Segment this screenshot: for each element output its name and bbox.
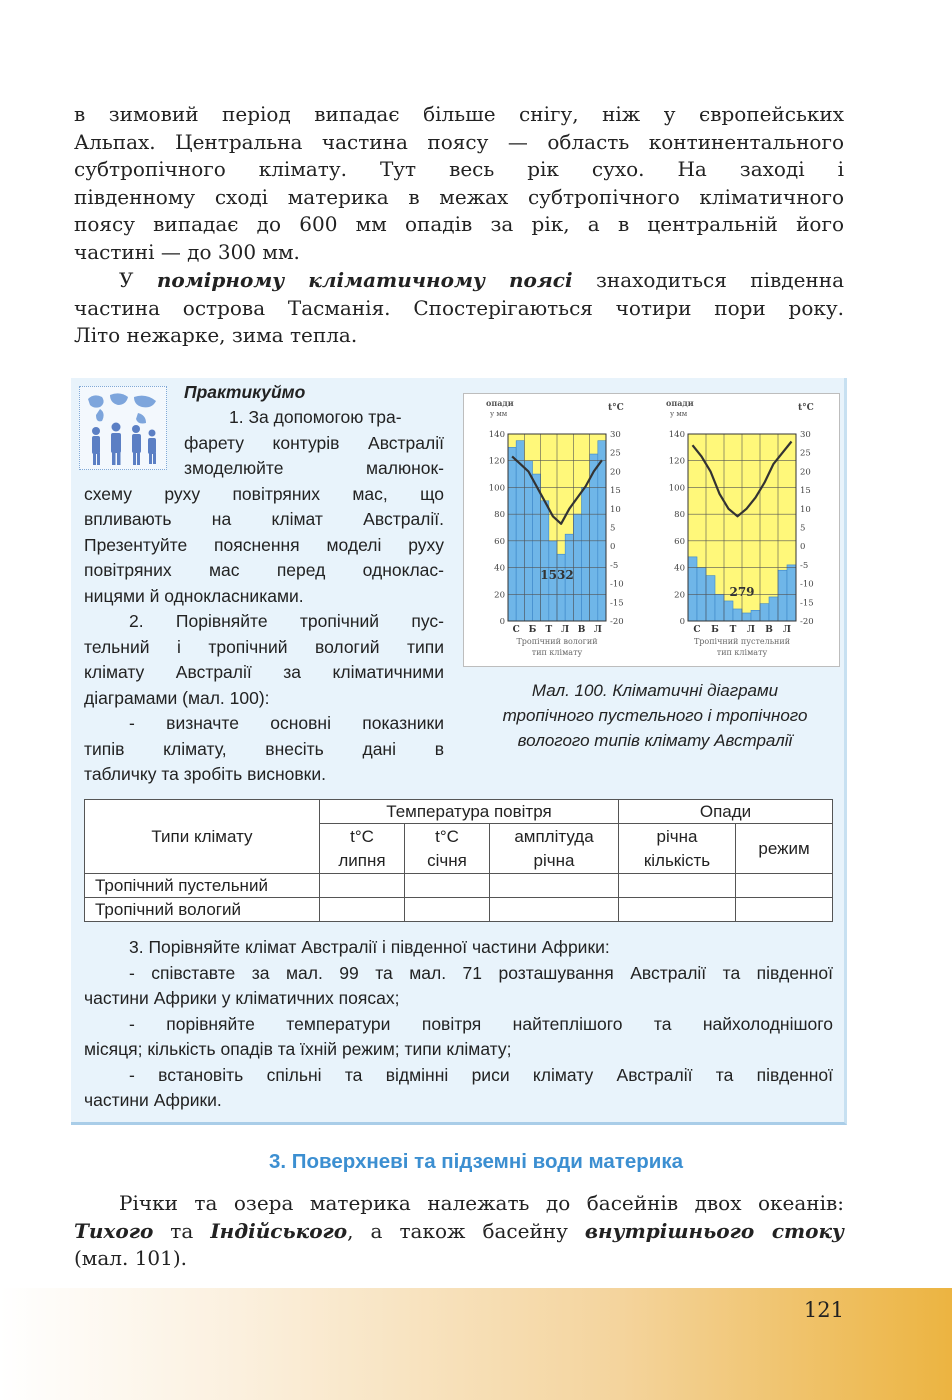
task-line: повітряних мас перед одноклас- — [84, 560, 444, 580]
header-regime: режим — [736, 824, 833, 874]
table-cell[interactable] — [320, 898, 405, 922]
task-line: - визначте основні показники — [129, 713, 444, 733]
header-precipitation: Опади — [619, 800, 833, 824]
task-line: Презентуйте пояснення моделі руху — [84, 534, 444, 555]
precip-tick-label: 60 — [494, 536, 505, 547]
table-cell[interactable] — [619, 898, 736, 922]
precipitation-bar — [557, 554, 565, 621]
section-heading: 3. Поверхневі та підземні води материка — [268, 1150, 684, 1173]
diagram-caption: тип клімату — [531, 648, 583, 657]
precip-tick-label: 80 — [494, 510, 505, 521]
precipitation-bar — [778, 570, 787, 621]
temperate-belt-term: помірному кліматичному поясі — [156, 268, 573, 292]
task-line: клімату Австралії за кліматичними — [84, 662, 444, 682]
task-line: типів клімату, внесіть дані в — [84, 738, 444, 759]
precip-tick-label: 20 — [674, 590, 685, 601]
practice-title: Практикуймо — [184, 382, 306, 402]
task-1-2-text — [84, 405, 444, 788]
temp-tick-label: -5 — [800, 560, 809, 571]
temp-axis-label: t°C — [798, 403, 814, 413]
precipitation-bar — [760, 604, 769, 621]
task3-line: частини Африки у кліматичних поясах; — [84, 988, 400, 1008]
temp-tick-label: 5 — [800, 523, 806, 534]
task3-line: місяця; кількість опадів та їхній режим; типи клімату; — [84, 1039, 512, 1059]
precip-tick-label: 120 — [668, 456, 685, 467]
rivers-line-1: Річки та озера материка належать до басейнів двох океанів: — [119, 1191, 844, 1215]
month-label: Б — [528, 625, 537, 635]
precip-tick-label: 140 — [488, 430, 505, 440]
task3-line: - співставте за мал. 99 та мал. 71 розташування Австралії та південної — [129, 962, 833, 983]
precip-tick-label: 0 — [679, 617, 685, 627]
temperate-line-2: частина острова Тасманія. Спостерігаються чотири пори року. — [74, 295, 844, 320]
precip-tick-label: 80 — [674, 510, 685, 521]
task-line: діаграмами (мал. 100): — [84, 687, 270, 708]
precipitation-bar — [541, 501, 549, 621]
task-line: змоделюйте малюнок- — [184, 458, 444, 478]
temp-tick-label: -10 — [610, 579, 624, 590]
precipitation-bar — [724, 601, 733, 621]
task3-line: 3. Порівняйте клімат Австралії і південної частини Африки: — [129, 937, 610, 957]
temp-tick-label: 0 — [610, 542, 616, 553]
temperate-line-1: У помірному кліматичному поясі знаходиться південна — [119, 268, 845, 292]
precip-tick-label: 140 — [668, 430, 685, 440]
practice-box — [71, 378, 847, 1125]
rivers-line-2: Тихого та Індійського, а також басейну внутрішнього стоку — [74, 1218, 845, 1243]
header-annual-amount: річна кількість — [619, 824, 736, 874]
precip-tick-label: 100 — [488, 483, 505, 494]
task3-line: - встановіть спільні та відмінні риси клімату Австралії та південної — [129, 1064, 833, 1085]
temp-tick-label: -5 — [610, 560, 619, 571]
temp-tick-label: 20 — [800, 467, 811, 478]
task-3-text — [84, 935, 833, 1114]
temp-tick-label: -15 — [800, 598, 814, 609]
month-label: Л — [783, 625, 791, 635]
intro-line: в зимовий період випадає більше снігу, ніж у європейських — [74, 102, 844, 126]
month-label: В — [577, 625, 586, 635]
annual-precip-total: 1532 — [540, 568, 574, 582]
intro-line: субтропічного клімату. Тут весь рік сухо. На заході і — [74, 157, 844, 182]
intro-line: Альпах. Центральна частина поясу — область континентального — [74, 129, 844, 154]
indian-term: Індійського — [210, 1218, 348, 1243]
temp-tick-label: 15 — [610, 486, 621, 497]
temp-axis-label: t°C — [608, 403, 624, 413]
precipitation-bar — [733, 609, 742, 621]
precipitation-bar — [706, 576, 715, 621]
table-cell[interactable] — [405, 874, 490, 898]
temp-tick-label: 5 — [610, 523, 616, 534]
caption-line: вологого типів клімату Австралії — [517, 731, 793, 750]
precipitation-bar — [508, 447, 516, 621]
month-label: С — [693, 625, 701, 635]
precipitation-bar — [590, 454, 598, 621]
task-line: табличку та зробіть висновки. — [84, 764, 326, 784]
diagram-caption: Тропічний пустельний — [693, 637, 791, 646]
diagram-caption: тип клімату — [716, 648, 768, 657]
precip-axis-unit: у мм — [670, 410, 688, 418]
precip-tick-label: 40 — [674, 563, 685, 574]
precip-tick-label: 60 — [674, 536, 685, 547]
month-label: Л — [747, 625, 755, 635]
temp-tick-label: 20 — [610, 467, 621, 478]
temperate-line-3: Літо нежарке, зима тепла. — [74, 323, 358, 348]
table-cell[interactable] — [320, 874, 405, 898]
precip-tick-label: 40 — [494, 563, 505, 574]
temp-tick-label: 30 — [800, 430, 811, 440]
task-line: 2. Порівняйте тропічний пус- — [129, 611, 444, 631]
intro-line: частині — до 300 мм. — [74, 239, 300, 264]
temp-tick-label: -15 — [610, 598, 624, 609]
page-number: 121 — [803, 1298, 844, 1322]
table-row — [85, 874, 833, 898]
precipitation-bar — [769, 597, 778, 621]
header-july-temp: t°С липня — [320, 824, 405, 874]
temp-tick-label: 15 — [800, 486, 811, 497]
temp-tick-label: 25 — [610, 448, 621, 459]
precipitation-bar — [751, 610, 760, 621]
header-annual-amplitude: амплітуда річна — [490, 824, 619, 874]
month-label: Л — [593, 625, 602, 635]
row-label: Тропічний вологий — [85, 898, 320, 922]
precipitation-bar — [787, 565, 796, 621]
temp-tick-label: -20 — [610, 617, 624, 627]
precipitation-bar — [688, 557, 697, 621]
task-line: ницями й однокласниками. — [84, 585, 304, 606]
task3-line: - порівняйте температури повітря найтеплішого та найхолоднішого — [129, 1013, 833, 1034]
intro-paragraph — [74, 101, 844, 267]
month-label: Л — [561, 625, 570, 635]
intro-line: південному сході материка в межах субтропічного кліматичного — [74, 184, 844, 209]
row-label: Тропічний пустельний — [85, 874, 320, 898]
temp-tick-label: -20 — [800, 617, 814, 627]
temp-tick-label: 25 — [800, 448, 811, 459]
precipitation-bar — [742, 613, 751, 621]
task-line: тельний і тропічний вологий типи — [84, 636, 444, 657]
task-line: впливають на клімат Австралії. — [84, 509, 444, 529]
temp-tick-label: 0 — [800, 542, 806, 553]
internal-runoff-term: внутрішнього стоку — [584, 1218, 845, 1243]
precipitation-bar — [582, 487, 590, 621]
temp-tick-label: 10 — [610, 504, 621, 515]
month-label: Т — [545, 625, 553, 635]
month-label: Т — [729, 625, 737, 635]
header-air-temperature: Температура повітря — [320, 800, 619, 824]
precip-axis-label: опади — [666, 398, 694, 408]
header-climate-types: Типи клімату — [85, 800, 320, 874]
precip-tick-label: 120 — [488, 456, 505, 467]
precipitation-bar — [598, 441, 606, 621]
caption-line: Мал. 100. Кліматичні діаграми — [531, 681, 779, 700]
temperate-paragraph — [74, 267, 844, 350]
precip-axis-label: опади — [486, 398, 514, 408]
rivers-line-3: (мал. 101). — [74, 1246, 188, 1271]
month-label: Б — [711, 625, 719, 635]
task-line: фарету контурів Австралії — [184, 432, 444, 453]
climate-comparison-table — [84, 799, 833, 922]
precip-tick-label: 20 — [494, 590, 505, 601]
figure-caption — [463, 678, 847, 753]
table-row — [85, 898, 833, 922]
table-cell[interactable] — [736, 874, 833, 898]
task3-line: частини Африки. — [84, 1090, 222, 1110]
precip-axis-unit: у мм — [490, 410, 508, 418]
annual-precip-total: 279 — [729, 585, 755, 599]
header-january-temp: t°С січня — [405, 824, 490, 874]
caption-line: тропічного пустельного і тропічного — [502, 706, 808, 725]
climate-diagrams-svg — [464, 394, 839, 666]
rivers-paragraph — [74, 1190, 844, 1273]
task-line: 1. За допомогою тра- — [229, 407, 402, 427]
month-label: С — [512, 625, 520, 635]
table-cell[interactable] — [490, 874, 619, 898]
pacific-term: Тихого — [74, 1218, 154, 1243]
table-cell[interactable] — [490, 898, 619, 922]
table-cell[interactable] — [736, 898, 833, 922]
precip-tick-label: 100 — [668, 483, 685, 494]
precipitation-bar — [533, 474, 541, 621]
table-cell[interactable] — [619, 874, 736, 898]
temp-tick-label: 10 — [800, 504, 811, 515]
temp-tick-label: -10 — [800, 579, 814, 590]
precip-tick-label: 0 — [499, 617, 505, 627]
temp-tick-label: 30 — [610, 430, 621, 440]
precipitation-bar — [715, 594, 724, 621]
climate-diagrams — [463, 393, 840, 667]
intro-line: поясу випадає до 600 мм опадів за рік, а в центральній його — [74, 212, 844, 237]
month-label: В — [765, 625, 773, 635]
task-line: схему руху повітряних мас, що — [84, 483, 444, 504]
diagram-caption: Тропічний вологий — [516, 637, 598, 646]
table-cell[interactable] — [405, 898, 490, 922]
